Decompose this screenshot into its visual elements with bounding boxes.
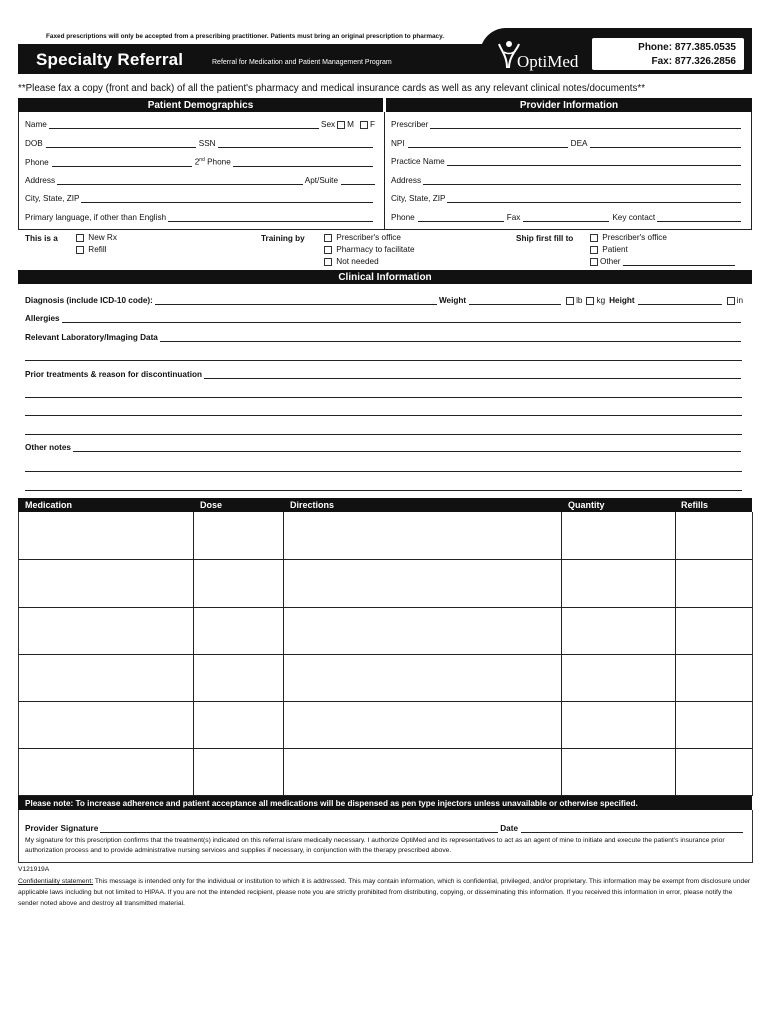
provider-city-row bbox=[391, 194, 743, 203]
provider-signature-field[interactable] bbox=[100, 824, 498, 833]
provider-address-row bbox=[391, 176, 743, 185]
medication-table-header bbox=[18, 498, 752, 512]
ship-option-patient[interactable] bbox=[588, 245, 628, 254]
allergies-field[interactable] bbox=[62, 314, 741, 323]
key-contact-label: Key contact bbox=[612, 213, 656, 222]
patient-city-row bbox=[25, 194, 375, 203]
refill-checkbox[interactable] bbox=[76, 246, 84, 254]
training-prescriber-checkbox[interactable] bbox=[324, 234, 332, 242]
training-prescriber-label: Prescriber's office bbox=[336, 233, 401, 242]
other-notes-label: Other notes bbox=[25, 443, 71, 452]
diagnosis-label: Diagnosis (include ICD-10 code): bbox=[25, 296, 153, 305]
kg-label: kg bbox=[596, 296, 606, 305]
patient-name-field[interactable] bbox=[49, 120, 319, 129]
table-row-2[interactable] bbox=[18, 607, 752, 608]
provider-fax-label: Fax bbox=[506, 213, 521, 222]
patient-phone-label: Phone bbox=[25, 157, 49, 167]
provider-information-heading: Provider Information bbox=[386, 98, 752, 112]
key-contact-field[interactable] bbox=[657, 213, 741, 222]
labs-line-2[interactable] bbox=[25, 360, 742, 361]
other-notes-field[interactable] bbox=[73, 443, 741, 452]
ssn-field[interactable] bbox=[218, 139, 373, 148]
second-phone-field[interactable] bbox=[233, 158, 373, 167]
prior-treatments-field[interactable] bbox=[204, 370, 741, 379]
prescriber-row bbox=[391, 120, 743, 129]
sex-f-label: F bbox=[369, 120, 375, 129]
ship-option-other[interactable] bbox=[588, 257, 735, 266]
other-notes-row bbox=[25, 443, 743, 452]
height-label: Height bbox=[609, 296, 635, 305]
directions-header: Directions bbox=[290, 500, 335, 510]
allergies-row bbox=[25, 314, 743, 323]
table-row-4[interactable] bbox=[18, 701, 752, 702]
new-rx-option[interactable] bbox=[74, 233, 117, 242]
weight-field[interactable] bbox=[469, 296, 561, 305]
logo-text: OptiMed bbox=[517, 52, 579, 71]
provider-phone-row bbox=[391, 213, 743, 222]
language-field[interactable] bbox=[168, 213, 373, 222]
column-divider bbox=[384, 112, 385, 230]
training-option-pharmacy[interactable] bbox=[322, 245, 415, 254]
training-not-needed-checkbox[interactable] bbox=[324, 258, 332, 266]
patient-city-field[interactable] bbox=[81, 194, 373, 203]
height-field[interactable] bbox=[638, 296, 722, 305]
npi-field[interactable] bbox=[408, 139, 568, 148]
refill-label: Refill bbox=[88, 245, 107, 254]
provider-fax-field[interactable] bbox=[523, 213, 609, 222]
dose-header: Dose bbox=[200, 500, 223, 510]
provider-phone-field[interactable] bbox=[418, 213, 504, 222]
in-label: in bbox=[736, 296, 743, 305]
header-fax: Fax: 877.326.2856 bbox=[651, 56, 736, 67]
patient-address-label: Address bbox=[25, 176, 56, 185]
other-notes-line-2[interactable] bbox=[25, 471, 742, 472]
top-notice: Faxed prescriptions will only be accepted from a prescribing practitioner. Patients must bring an original prescription to pharmacy. bbox=[46, 33, 444, 40]
please-note-text: Please note: To increase adherence and patient acceptance all medications will be dispensed as pen type injectors unless unavailable or otherwise specified. bbox=[25, 798, 638, 808]
sex-f-checkbox[interactable] bbox=[360, 121, 368, 129]
header-phone: Phone: 877.385.0535 bbox=[638, 42, 736, 53]
sex-m-label: M bbox=[347, 120, 354, 129]
allergies-label: Allergies bbox=[25, 314, 60, 323]
phone-row bbox=[25, 157, 375, 167]
practice-label: Practice Name bbox=[391, 157, 445, 166]
this-is-a-label: This is a bbox=[25, 234, 58, 243]
signature-row bbox=[25, 824, 743, 833]
form-title: Specialty Referral bbox=[36, 50, 184, 69]
ship-patient-checkbox[interactable] bbox=[590, 246, 598, 254]
training-by-label: Training by bbox=[261, 234, 305, 243]
dea-label: DEA bbox=[570, 139, 588, 148]
second-phone-label: 2nd Phone bbox=[194, 157, 231, 167]
table-row-3[interactable] bbox=[18, 654, 752, 655]
sex-label: Sex bbox=[321, 120, 336, 129]
practice-row bbox=[391, 157, 743, 166]
weight-label: Weight bbox=[438, 296, 467, 305]
prescriber-label: Prescriber bbox=[391, 120, 429, 129]
provider-city-field[interactable] bbox=[447, 194, 741, 203]
ship-option-prescriber[interactable] bbox=[588, 233, 667, 242]
date-field[interactable] bbox=[521, 824, 743, 833]
signature-text: My signature for this prescription confirms that the treatment(s) indicated on this referral is/are medically necessary. I authorize OptiMed and its representatives to act as an agent of mine to initiate and execute the patient's insurance prior authorization process and to provide administrative nursing services and supplies if necessary, in conjunction with the therapy prescribed above. bbox=[25, 837, 725, 854]
provider-phone-label: Phone bbox=[391, 213, 415, 222]
optimed-logo bbox=[497, 38, 589, 74]
table-row-5[interactable] bbox=[18, 748, 752, 749]
apt-field[interactable] bbox=[341, 176, 375, 185]
prescriber-field[interactable] bbox=[430, 120, 741, 129]
prior-row bbox=[25, 370, 743, 379]
medication-header: Medication bbox=[25, 500, 73, 510]
npi-label: NPI bbox=[391, 139, 405, 148]
ssn-label: SSN bbox=[198, 139, 216, 148]
npi-row bbox=[391, 139, 743, 148]
quantity-header: Quantity bbox=[568, 500, 605, 510]
new-rx-label: New Rx bbox=[88, 233, 117, 242]
provider-address-label: Address bbox=[391, 176, 422, 185]
training-option-not-needed[interactable] bbox=[322, 257, 379, 266]
apt-label: Apt/Suite bbox=[304, 176, 338, 185]
ship-first-label: Ship first fill to bbox=[516, 234, 574, 243]
in-checkbox[interactable] bbox=[727, 297, 735, 305]
provider-address-field[interactable] bbox=[423, 176, 741, 185]
contact-box bbox=[592, 38, 744, 70]
form-subtitle: Referral for Medication and Patient Management Program bbox=[212, 59, 392, 66]
patient-name-label: Name bbox=[25, 120, 47, 129]
dob-row bbox=[25, 139, 375, 148]
provider-signature-label: Provider Signature bbox=[25, 824, 99, 833]
confidentiality-statement bbox=[18, 876, 753, 909]
fax-note: **Please fax a copy (front and back) of all the patient's pharmacy and medical insurance cards as well as any relevant clinical notes/documents** bbox=[18, 83, 646, 94]
training-pharmacy-label: Pharmacy to facilitate bbox=[336, 245, 415, 254]
clinical-information-heading: Clinical Information bbox=[18, 270, 752, 284]
new-rx-checkbox[interactable] bbox=[76, 234, 84, 242]
confidentiality-label: Confidentiality statement: bbox=[18, 878, 94, 885]
ship-other-label: Other bbox=[600, 257, 621, 266]
left-border bbox=[18, 112, 19, 230]
patient-city-label: City, State, ZIP bbox=[25, 194, 80, 203]
refill-option[interactable] bbox=[74, 245, 106, 254]
version-code: V121919A bbox=[18, 866, 50, 873]
refills-header: Refills bbox=[681, 500, 709, 510]
ship-patient-label: Patient bbox=[602, 245, 628, 254]
kg-checkbox[interactable] bbox=[586, 297, 594, 305]
practice-field[interactable] bbox=[447, 157, 741, 166]
prior-treatments-label: Prior treatments & reason for discontinuation bbox=[25, 370, 202, 379]
labs-field[interactable] bbox=[160, 333, 741, 342]
demographics-bottom-rule bbox=[18, 229, 752, 230]
training-pharmacy-checkbox[interactable] bbox=[324, 246, 332, 254]
diagnosis-field[interactable] bbox=[155, 296, 437, 305]
other-notes-line-3[interactable] bbox=[25, 490, 742, 491]
language-label: Primary language, if other than English bbox=[25, 213, 167, 222]
ship-other-field[interactable] bbox=[623, 257, 735, 266]
right-border bbox=[751, 112, 752, 230]
training-option-prescriber[interactable] bbox=[322, 233, 401, 242]
patient-name-row bbox=[25, 120, 375, 129]
prior-line-2[interactable] bbox=[25, 397, 742, 398]
patient-address-field[interactable] bbox=[57, 176, 303, 185]
prior-line-4[interactable] bbox=[25, 434, 742, 435]
dob-field[interactable] bbox=[46, 139, 196, 148]
lb-label: lb bbox=[576, 296, 583, 305]
diagnosis-row bbox=[25, 296, 743, 305]
please-note-bar bbox=[18, 796, 752, 810]
confidentiality-text: This message is intended only for the individual or institution to which it is addressed. This may contain information, which is confidential, privileged, and/or proprietary. This information may be exempt from disclosure under applicable laws including but not limited to HIPAA. If you are not the intended recipient, please note you are strictly prohibited from distributing, copying, or disseminating this information. If you received this information in error, please notify the sender noted above and destroy all transmitted material. bbox=[18, 878, 751, 907]
labs-label: Relevant Laboratory/Imaging Data bbox=[25, 333, 158, 342]
date-label: Date bbox=[500, 824, 518, 833]
labs-row bbox=[25, 333, 743, 342]
prior-line-3[interactable] bbox=[25, 415, 742, 416]
ship-other-checkbox[interactable] bbox=[590, 258, 598, 266]
ship-prescriber-label: Prescriber's office bbox=[602, 233, 667, 242]
patient-demographics-heading: Patient Demographics bbox=[18, 98, 383, 112]
dob-label: DOB bbox=[25, 139, 43, 148]
sex-m-checkbox[interactable] bbox=[337, 121, 345, 129]
table-row-1[interactable] bbox=[18, 559, 752, 560]
provider-city-label: City, State, ZIP bbox=[391, 194, 446, 203]
training-not-needed-label: Not needed bbox=[336, 257, 379, 266]
dea-field[interactable] bbox=[590, 139, 742, 148]
lb-checkbox[interactable] bbox=[566, 297, 574, 305]
language-row bbox=[25, 213, 375, 222]
address-row bbox=[25, 176, 375, 185]
patient-phone-field[interactable] bbox=[52, 158, 192, 167]
ship-prescriber-checkbox[interactable] bbox=[590, 234, 598, 242]
